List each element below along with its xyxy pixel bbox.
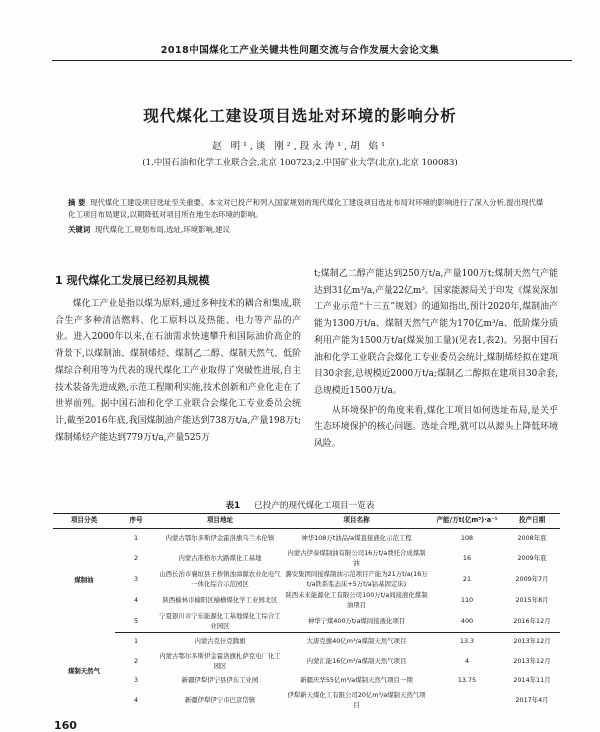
cell-no: 3 <box>133 676 139 685</box>
cell-capacity: 4 <box>464 656 470 665</box>
authors: 赵 明¹,谈 刚²,段永涛¹,胡 焰¹ <box>212 141 388 152</box>
projects-table <box>53 513 560 711</box>
section-1-title: 1 现代煤化工发展已经初具规模 <box>55 274 210 287</box>
cell-name: 新疆庆华55亿m³/a煤制天然气项目一期 <box>300 676 413 685</box>
header-date: 投产日期 <box>504 514 560 529</box>
affiliation: (1.中国石油和化学工业联合会,北京 100723;2.中国矿业大学(北京),北京 100083) <box>142 158 458 168</box>
cell-capacity: 16 <box>462 553 472 562</box>
table-row <box>53 611 560 633</box>
keywords <box>68 224 550 236</box>
running-header: 2018中国煤化工产业关键共性问题交流与合作发展大会论文集 <box>160 45 440 56</box>
cell-address: 新疆伊犁伊宁市巴彦岱镇 <box>184 695 256 704</box>
table-row <box>53 548 560 569</box>
table-caption-text: 已投产的现代煤化工项目一览表 <box>254 501 375 511</box>
cell-name: 陕西未来能源化工有限公司100万t/a间接液化煤制油项目 <box>285 591 428 609</box>
keywords-text: 现代煤化工,规划布局,选址,环境影响,建议 <box>94 225 230 234</box>
cell-date: 2016年12月 <box>504 611 560 633</box>
cell-name: 神华108万t油品/a煤直接液化示范工程 <box>301 533 412 542</box>
table-label: 表1 <box>225 501 241 511</box>
cell-capacity: 13.3 <box>459 637 475 646</box>
cell-address: 宁夏银川市宁东能源化工基地煤化工综合工业园区 <box>157 611 283 633</box>
header-no: 序号 <box>115 514 157 529</box>
cell-no: 4 <box>133 595 139 604</box>
cell-no: 2 <box>133 553 139 562</box>
table-row <box>53 672 560 690</box>
cell-date: 2015年8月 <box>515 595 549 604</box>
cell-address: 山西长治市襄垣县王桥镇浊漳源农业化电气一体化综合示范园区 <box>159 570 281 588</box>
header-name: 项目名称 <box>283 514 430 529</box>
cell-capacity <box>430 690 504 711</box>
table-row <box>53 529 560 549</box>
header-address: 项目地址 <box>157 514 283 529</box>
cell-date: 2013年12月 <box>513 637 551 646</box>
cell-date: 2009年底 <box>517 553 547 562</box>
cell-name: 内蒙汇能16亿m³/a煤制天然气项目 <box>306 656 407 665</box>
table-row <box>53 590 560 611</box>
cell-capacity: 108 <box>460 533 474 542</box>
cell-no: 4 <box>133 695 139 704</box>
cell-name: 大唐克旗40亿m³/a煤制天然气项目 <box>306 637 407 646</box>
cell-no: 2 <box>133 656 139 665</box>
header-capacity: 产能/万t(亿m³)·a⁻¹ <box>430 514 504 529</box>
cell-address: 新疆伊犁伊宁县伊东工业园 <box>181 676 259 685</box>
header-category: 项目分类 <box>53 514 115 529</box>
cell-capacity: 21 <box>462 574 472 583</box>
table-row <box>53 633 560 652</box>
cell-date: 2014年11月 <box>513 676 551 685</box>
cell-capacity: 110 <box>460 595 474 604</box>
cell-no: 3 <box>133 574 139 583</box>
paper-title: 现代煤化工建设项目选址对环境的影响分析 <box>143 107 457 125</box>
cell-address: 内蒙古准格尔大路煤化工基地 <box>178 553 262 562</box>
cell-date: 2017年4月 <box>515 695 549 704</box>
table-caption <box>0 499 600 511</box>
right-paragraph-2: 从环境保护的角度来看,煤化工项目如何选址布局,是关乎生态环境保护的核心问题。选址合理,就可以从源头上降低环境风险。 <box>314 405 558 450</box>
cell-date: 2009年7月 <box>515 574 549 583</box>
cell-capacity: 13.75 <box>457 676 477 685</box>
right-column <box>314 266 558 453</box>
cell-date: 2013年12月 <box>513 656 551 665</box>
abstract-label: 摘 要 <box>68 198 86 207</box>
cell-no: 1 <box>133 637 139 646</box>
cell-address: 内蒙古克什克腾旗 <box>194 637 246 646</box>
left-column-paragraph: 煤化工产业是指以煤为原料,通过多种技术的耦合和集成,联合生产多种清洁燃料、化工原料以及热能、电力等产品的产业。进入2000年以来,在石油需求快速攀升和国际油价高企的背景下,以煤制油、煤制烯烃、煤制乙二醇、煤制天然气、低阶煤综合利用等为代表的现代煤化工产业取得了突破性进展,自主技术装备先进成熟,示范工程顺利实施,技术创新和产业化走在了世界前列。据中国石油和化学工业联合会煤化工专业委员会统计,截至2016年底,我国煤制油产能达到738万t/a,产量198万t;煤制烯烃产能达到779万t/a,产量525万 <box>55 299 301 443</box>
cell-capacity: 400 <box>430 611 504 633</box>
page-number: 160 <box>54 719 77 732</box>
header-rule <box>52 60 572 61</box>
cell-name: 神华宁煤400万t/a煤间接液化项目 <box>283 611 430 633</box>
table-header-row <box>53 514 560 529</box>
abstract <box>68 197 550 221</box>
category-cell: 煤制油 <box>74 576 94 584</box>
table-row <box>53 651 560 672</box>
cell-date: 2008年底 <box>517 533 547 542</box>
table-row <box>53 690 560 711</box>
keywords-label: 关键词 <box>68 225 91 234</box>
cell-address: 内蒙古鄂尔多斯伊金霍洛旗札萨克电厂化工园区 <box>159 652 281 670</box>
cell-name: 潞安集团间接煤制油示范项目产能为21万t/a(16万t/a铁系浆态床+5万t/a钴基固定床) <box>285 570 428 588</box>
cell-address: 内蒙古鄂尔多斯伊金霍洛旗乌兰木伦镇 <box>165 533 275 542</box>
cell-name: 内蒙古伊泰煤制油有限公司16万t/a费托合成煤制油 <box>287 549 426 567</box>
abstract-text: 现代煤化工建设项目选址至关重要。本文对已投产和列入国家规划的现代煤化工建设项目选址布局对环境的影响进行了深入分析,提出现代煤化工项目布局建议,以期降低对项目所在地生态环境的影响。 <box>68 198 544 219</box>
cell-address: 陕西榆林市榆阳区榆横煤化学工业园北区 <box>162 595 278 604</box>
right-paragraph-1: t;煤制乙二醇产能达到250万t/a,产量100万t;煤制天然气产能达到31亿m³/a,产量22亿m³。国家能源局关于印发《煤炭深加工产业示范“十三五”规划》的通知指出,预计2020年,煤制油产能为1300万t/a、煤制天然气产能为170亿m³/a、低阶煤分质利用产能为1500万t/a(煤炭加工量)(见表1,表2)。另据中国石油和化学工业联合会煤化工专业委员会统计,煤制烯烃拟在建项目30余套,总规模近2000万t/a;煤制乙二醇拟在建项目30余套,总规模近1500万t/a。 <box>314 269 559 396</box>
cell-no: 1 <box>133 533 139 542</box>
cell-no: 5 <box>115 611 157 633</box>
table-row <box>53 569 560 590</box>
category-cell: 煤制天然气 <box>68 667 100 675</box>
cell-name: 伊犁新天煤化工有限公司20亿m³/a煤制天然气项目 <box>287 691 426 709</box>
